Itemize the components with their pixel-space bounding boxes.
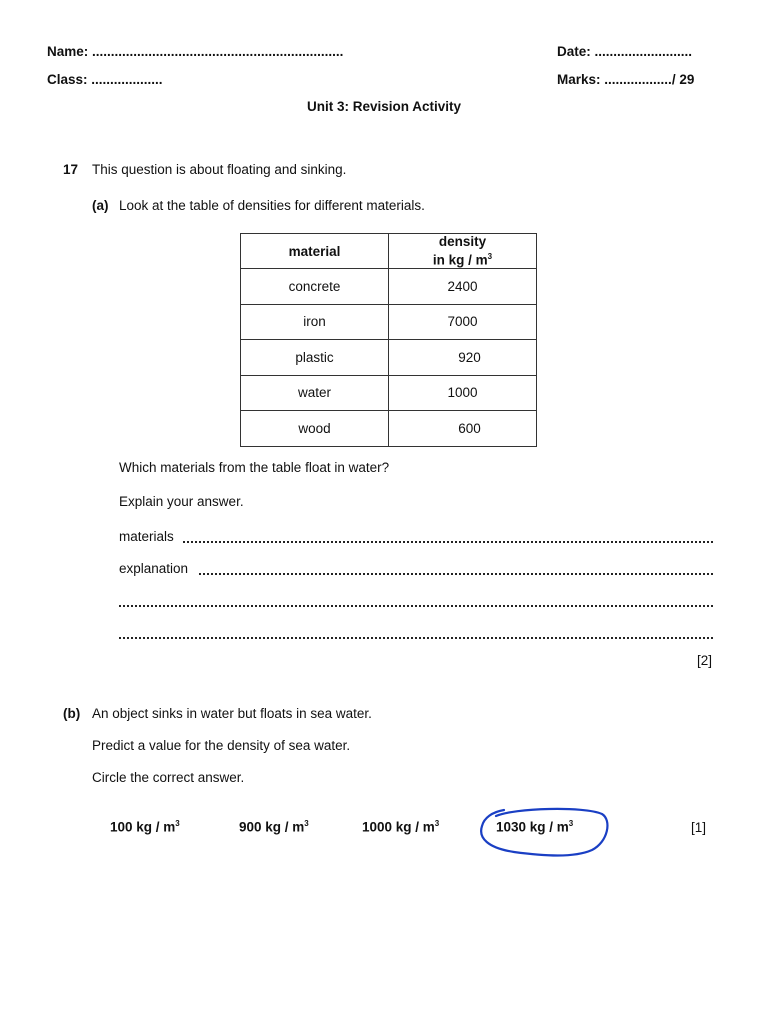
materials-answer-line[interactable] (183, 541, 713, 543)
part-b-label: (b) (63, 706, 81, 721)
marks-label: Marks: (557, 72, 601, 87)
density-header-line2: in kg / m (432, 252, 488, 268)
material-cell: plastic (241, 340, 389, 376)
material-column-header: material (241, 234, 389, 269)
option-sup: 3 (304, 819, 309, 828)
option-value: 100 kg / m (110, 819, 176, 835)
name-dots: ................................................................... (92, 44, 344, 59)
hand-drawn-circle (474, 802, 614, 862)
marks-total: / 29 (671, 72, 695, 87)
marks-dots: .................. (604, 72, 672, 87)
date-field (557, 44, 692, 59)
date-label: Date: (557, 44, 591, 59)
option-sup: 3 (175, 819, 180, 828)
material-cell: water (241, 375, 389, 411)
option-value: 1000 kg / m (362, 819, 435, 835)
class-dots: ................... (91, 72, 163, 87)
option-value: 1030 kg / m (496, 819, 569, 835)
answer-option-900[interactable] (239, 819, 309, 835)
explanation-answer-line-3[interactable] (119, 637, 713, 639)
class-field (47, 72, 163, 87)
option-sup: 3 (434, 819, 440, 828)
part-b-marks: [1] (691, 820, 707, 835)
option-value: 900 kg / m (239, 819, 305, 835)
density-header-sup: 3 (487, 252, 493, 262)
density-cell: 2400 (389, 269, 537, 305)
circle-stroke (481, 809, 607, 856)
name-field (47, 44, 343, 59)
part-a-explain: Explain your answer. (119, 494, 244, 509)
part-b-text: An object sinks in water but floats in sea water. (92, 706, 372, 721)
density-header-line1: density (438, 234, 487, 250)
part-a-label: (a) (92, 198, 109, 213)
page-title: Unit 3: Revision Activity (306, 99, 462, 114)
marks-field (557, 72, 694, 87)
table-header-row (241, 234, 537, 269)
explanation-answer-line-2[interactable] (119, 605, 713, 607)
question-number: 17 (63, 162, 79, 177)
density-table (240, 233, 537, 447)
material-cell: wood (241, 411, 389, 447)
density-cell: 600 (389, 411, 537, 447)
table-row (241, 269, 537, 305)
table-row (241, 304, 537, 340)
answer-option-1000[interactable] (362, 819, 439, 835)
material-cell: iron (241, 304, 389, 340)
part-a-prompt: Which materials from the table float in water? (119, 460, 390, 475)
date-dots: .......................... (594, 44, 693, 59)
part-a-marks: [2] (697, 653, 713, 668)
density-column-header (389, 234, 537, 269)
part-b-circle-instruction: Circle the correct answer. (92, 770, 245, 785)
density-cell: 1000 (389, 375, 537, 411)
table-row (241, 375, 537, 411)
part-b-predict: Predict a value for the density of sea water. (92, 738, 351, 753)
part-a-text: Look at the table of densities for different materials. (119, 198, 425, 213)
option-sup: 3 (568, 819, 574, 828)
material-cell: concrete (241, 269, 389, 305)
table-row (241, 411, 537, 447)
name-label: Name: (47, 44, 89, 59)
density-cell: 7000 (389, 304, 537, 340)
table-row (241, 340, 537, 376)
class-label: Class: (47, 72, 88, 87)
question-intro: This question is about floating and sinking. (92, 162, 347, 177)
density-cell: 920 (389, 340, 537, 376)
explanation-label: explanation (119, 561, 189, 576)
answer-option-100[interactable] (110, 819, 180, 835)
materials-label: materials (119, 529, 174, 544)
explanation-answer-line-1[interactable] (199, 573, 713, 575)
